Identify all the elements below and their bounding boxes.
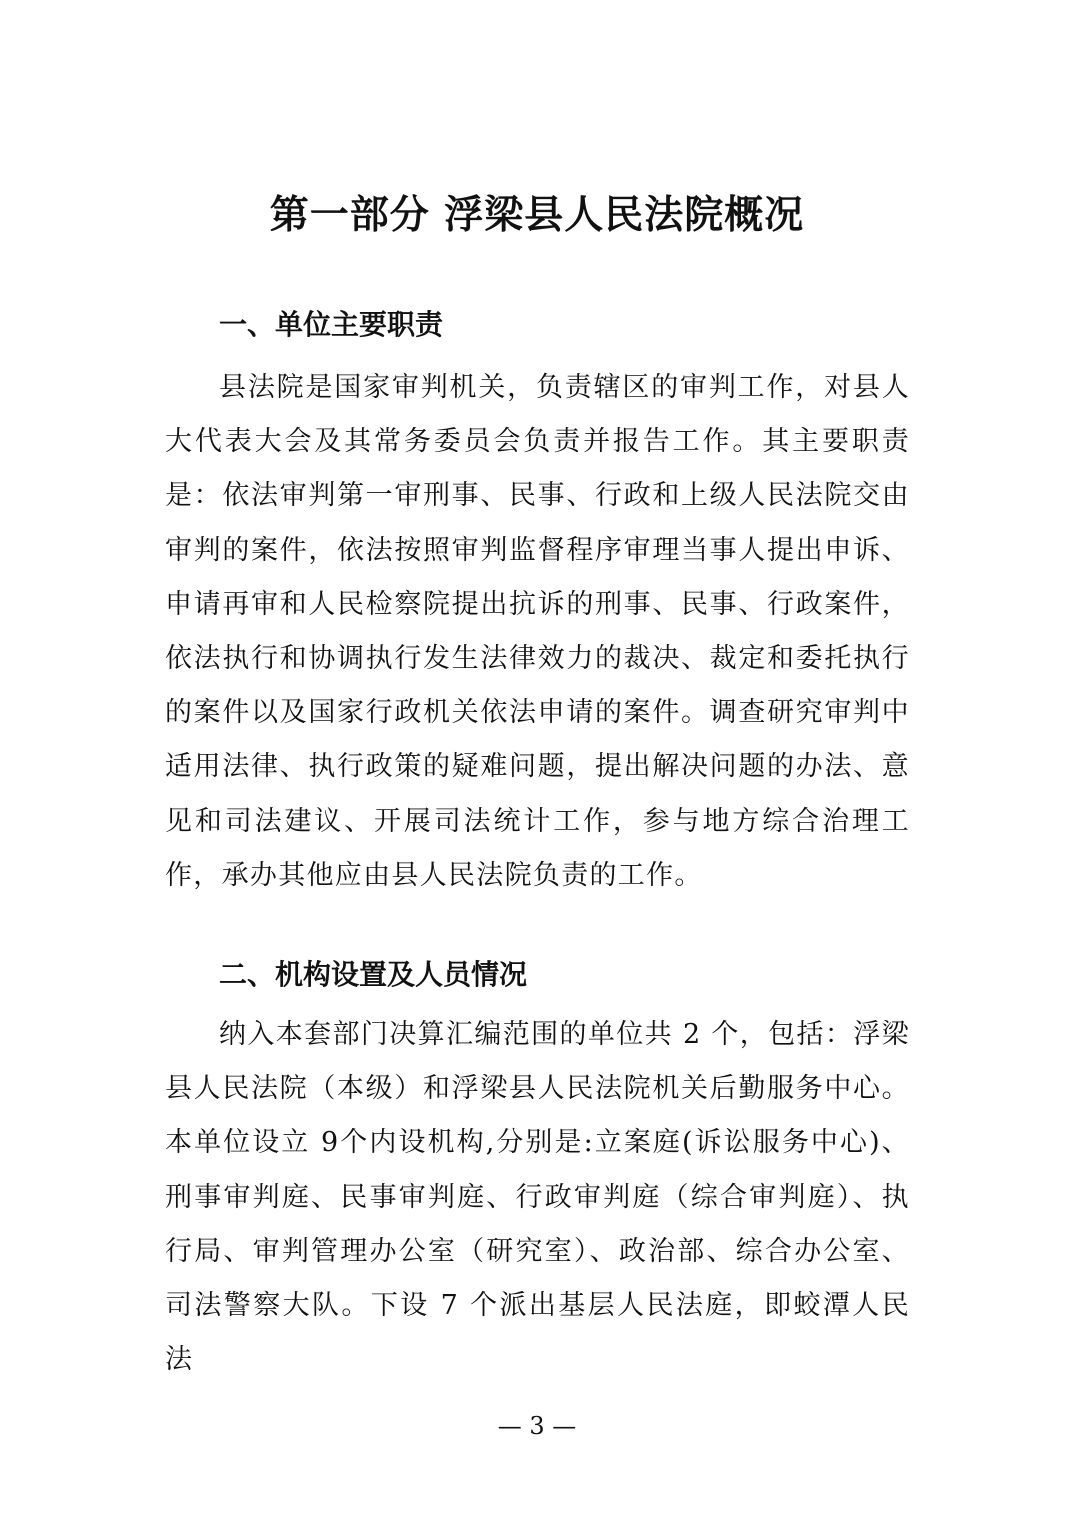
page-number: — 3 — — [497, 1412, 577, 1440]
paragraph-duties: 县法院是国家审判机关，负责辖区的审判工作，对县人大代表大会及其常务委员会负责并报告工作。其主要职责是：依法审判第一审刑事、民事、行政和上级人民法院交由审判的案件，依法按照审判监督程序审理当事人提出申诉、申请再审和人民检察院提出抗诉的刑事、民事、行政案件，依法执行和协调执行发生法律效力的裁决、裁定和委托执行的案件以及国家行政机关依法申请的案件。调查研究审判中适用法律、执行政策的疑难问题，提出解决问题的办法、意见和司法建议、开展司法统计工作，参与地方综合治理工作，承办其他应由县人民法院负责的工作。 — [165, 372, 910, 891]
page-title: 第一部分 浮梁县人民法院概况 — [269, 193, 805, 238]
section-heading-duties: 一、单位主要职责 — [219, 308, 444, 341]
section-heading-organization: 二、机构设置及人员情况 — [219, 958, 528, 991]
paragraph-organization: 纳入本套部门决算汇编范围的单位共 2 个，包括：浮梁县人民法院（本级）和浮梁县人民法院机关后勤服务中心。本单位设立 9个内设机构,分别是:立案庭(诉讼服务中心)、刑事审判庭、民事审判庭、行政审判庭（综合审判庭）、执行局、审判管理办公室（研究室）、政治部、综合办公室、司法警察大队。下设 7 个派出基层人民法庭，即蛟潭人民法 — [165, 1019, 910, 1376]
